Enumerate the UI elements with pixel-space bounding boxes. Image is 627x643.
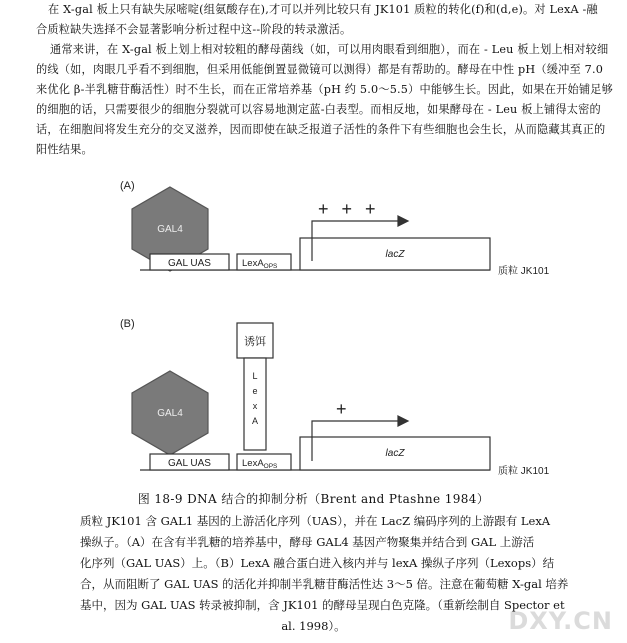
text-line: 话，在细胞间将发生充分的交叉滋养，因而即使在缺乏报道子活性的条件下有些细胞也会生长，从而隐藏其真正的 [36,123,606,136]
watermark: DXY.CN [508,607,613,635]
text-line: 的细胞的话，只需要很少的细胞分裂就可以容易地测定蓝-白表型。而相反地，如果酵母在 - Leu 板上铺得太密的 [36,103,601,116]
diagram [0,175,627,485]
intro-paragraph [0,0,627,40]
protein-label: GAL4 [157,224,183,235]
bait-label: 诱饵 [244,336,266,348]
caption-title: 图 18-9 DNA 结合的抑制分析（Brent and Ptashne 1984） [137,492,490,506]
lacz-label: lacZ [385,448,405,459]
activity-marks: + + + [318,199,380,219]
lexa-letter: A [251,416,259,426]
caption-line: 化序列（GAL UAS）上。（B）LexA 融合蛋白进入核内并与 lexA 操纵子序列（Lexops）结 [80,556,555,570]
lexa-letter: x [252,401,258,411]
text-line: 通常来讲，在 X-gal 板上划上相对较粗的酵母菌线（如，可以用肉眼看到细胞），而在 - Leu 板上划上相对较细 [50,43,609,56]
plasmid-label: 质粒 JK101 [498,266,550,277]
lexa-ops-label: LexA$_{OPS}$ [242,258,278,270]
panel-b [132,323,490,470]
text-line: 在 X-gal 板上只有缺失尿嘧啶(组氨酸存在),才可以并列比较只有 JK101 质粒的转化(f)和(d,e)。对 LexA -融 [48,3,598,16]
panel-a-label: (A) [120,180,135,192]
caption-line: 质粒 JK101 含 GAL1 基因的上游活化序列（UAS），并在 LacZ 编码序列的上游跟有 LexA [80,514,551,528]
text-line: 来优化 β-半乳糖苷酶活性）时不生长，而在正常培养基（pH 约 5.0～5.5）中能够生长。因此，如果在开始铺足够 [36,83,614,96]
arrow-head [398,416,408,426]
text-line: 阳性结果。 [36,143,93,156]
lexa-letter: e [252,386,258,396]
plasmid-label: 质粒 JK101 [498,466,550,477]
caption-line: 基中，因为 GAL UAS 转录被抑制，含 JK101 的酵母呈现白色克隆。（重新绘制自 Spector et [80,598,565,612]
figure-18-9 [0,175,627,485]
activity-marks: + [336,399,347,419]
arrow-head [398,216,408,226]
text-line: 的线（如，肉眼几乎看不到细胞，但采用低能倒置显微镜可以测得）都是有帮助的。酵母在中性 pH（缓冲至 7.0 [36,63,604,76]
gal-uas-label: GAL UAS [168,458,211,469]
protein-label: GAL4 [157,408,183,419]
text-line: 合质粒缺失选择不会显著影响分析过程中这--阶段的转录激活。 [36,23,352,36]
panel-b-label: (B) [120,318,135,330]
caption-line: 操纵子。（A）在含有半乳糖的培养基中，酵母 GAL4 基因产物聚集并结合到 GAL 上游活 [80,535,535,549]
lexa-letter: L [252,371,258,381]
caption-line: al. 1998）。 [281,619,346,633]
gal-uas-label: GAL UAS [168,258,211,269]
body-paragraph [0,40,627,160]
lacz-label: lacZ [385,249,405,260]
caption-line: 合，从而阻断了 GAL UAS 的活化并抑制半乳糖苷酶活性达 3～5 倍。注意在葡萄糖 X-gal 培养 [80,577,569,591]
lexa-ops-label: LexA$_{OPS}$ [242,458,278,470]
